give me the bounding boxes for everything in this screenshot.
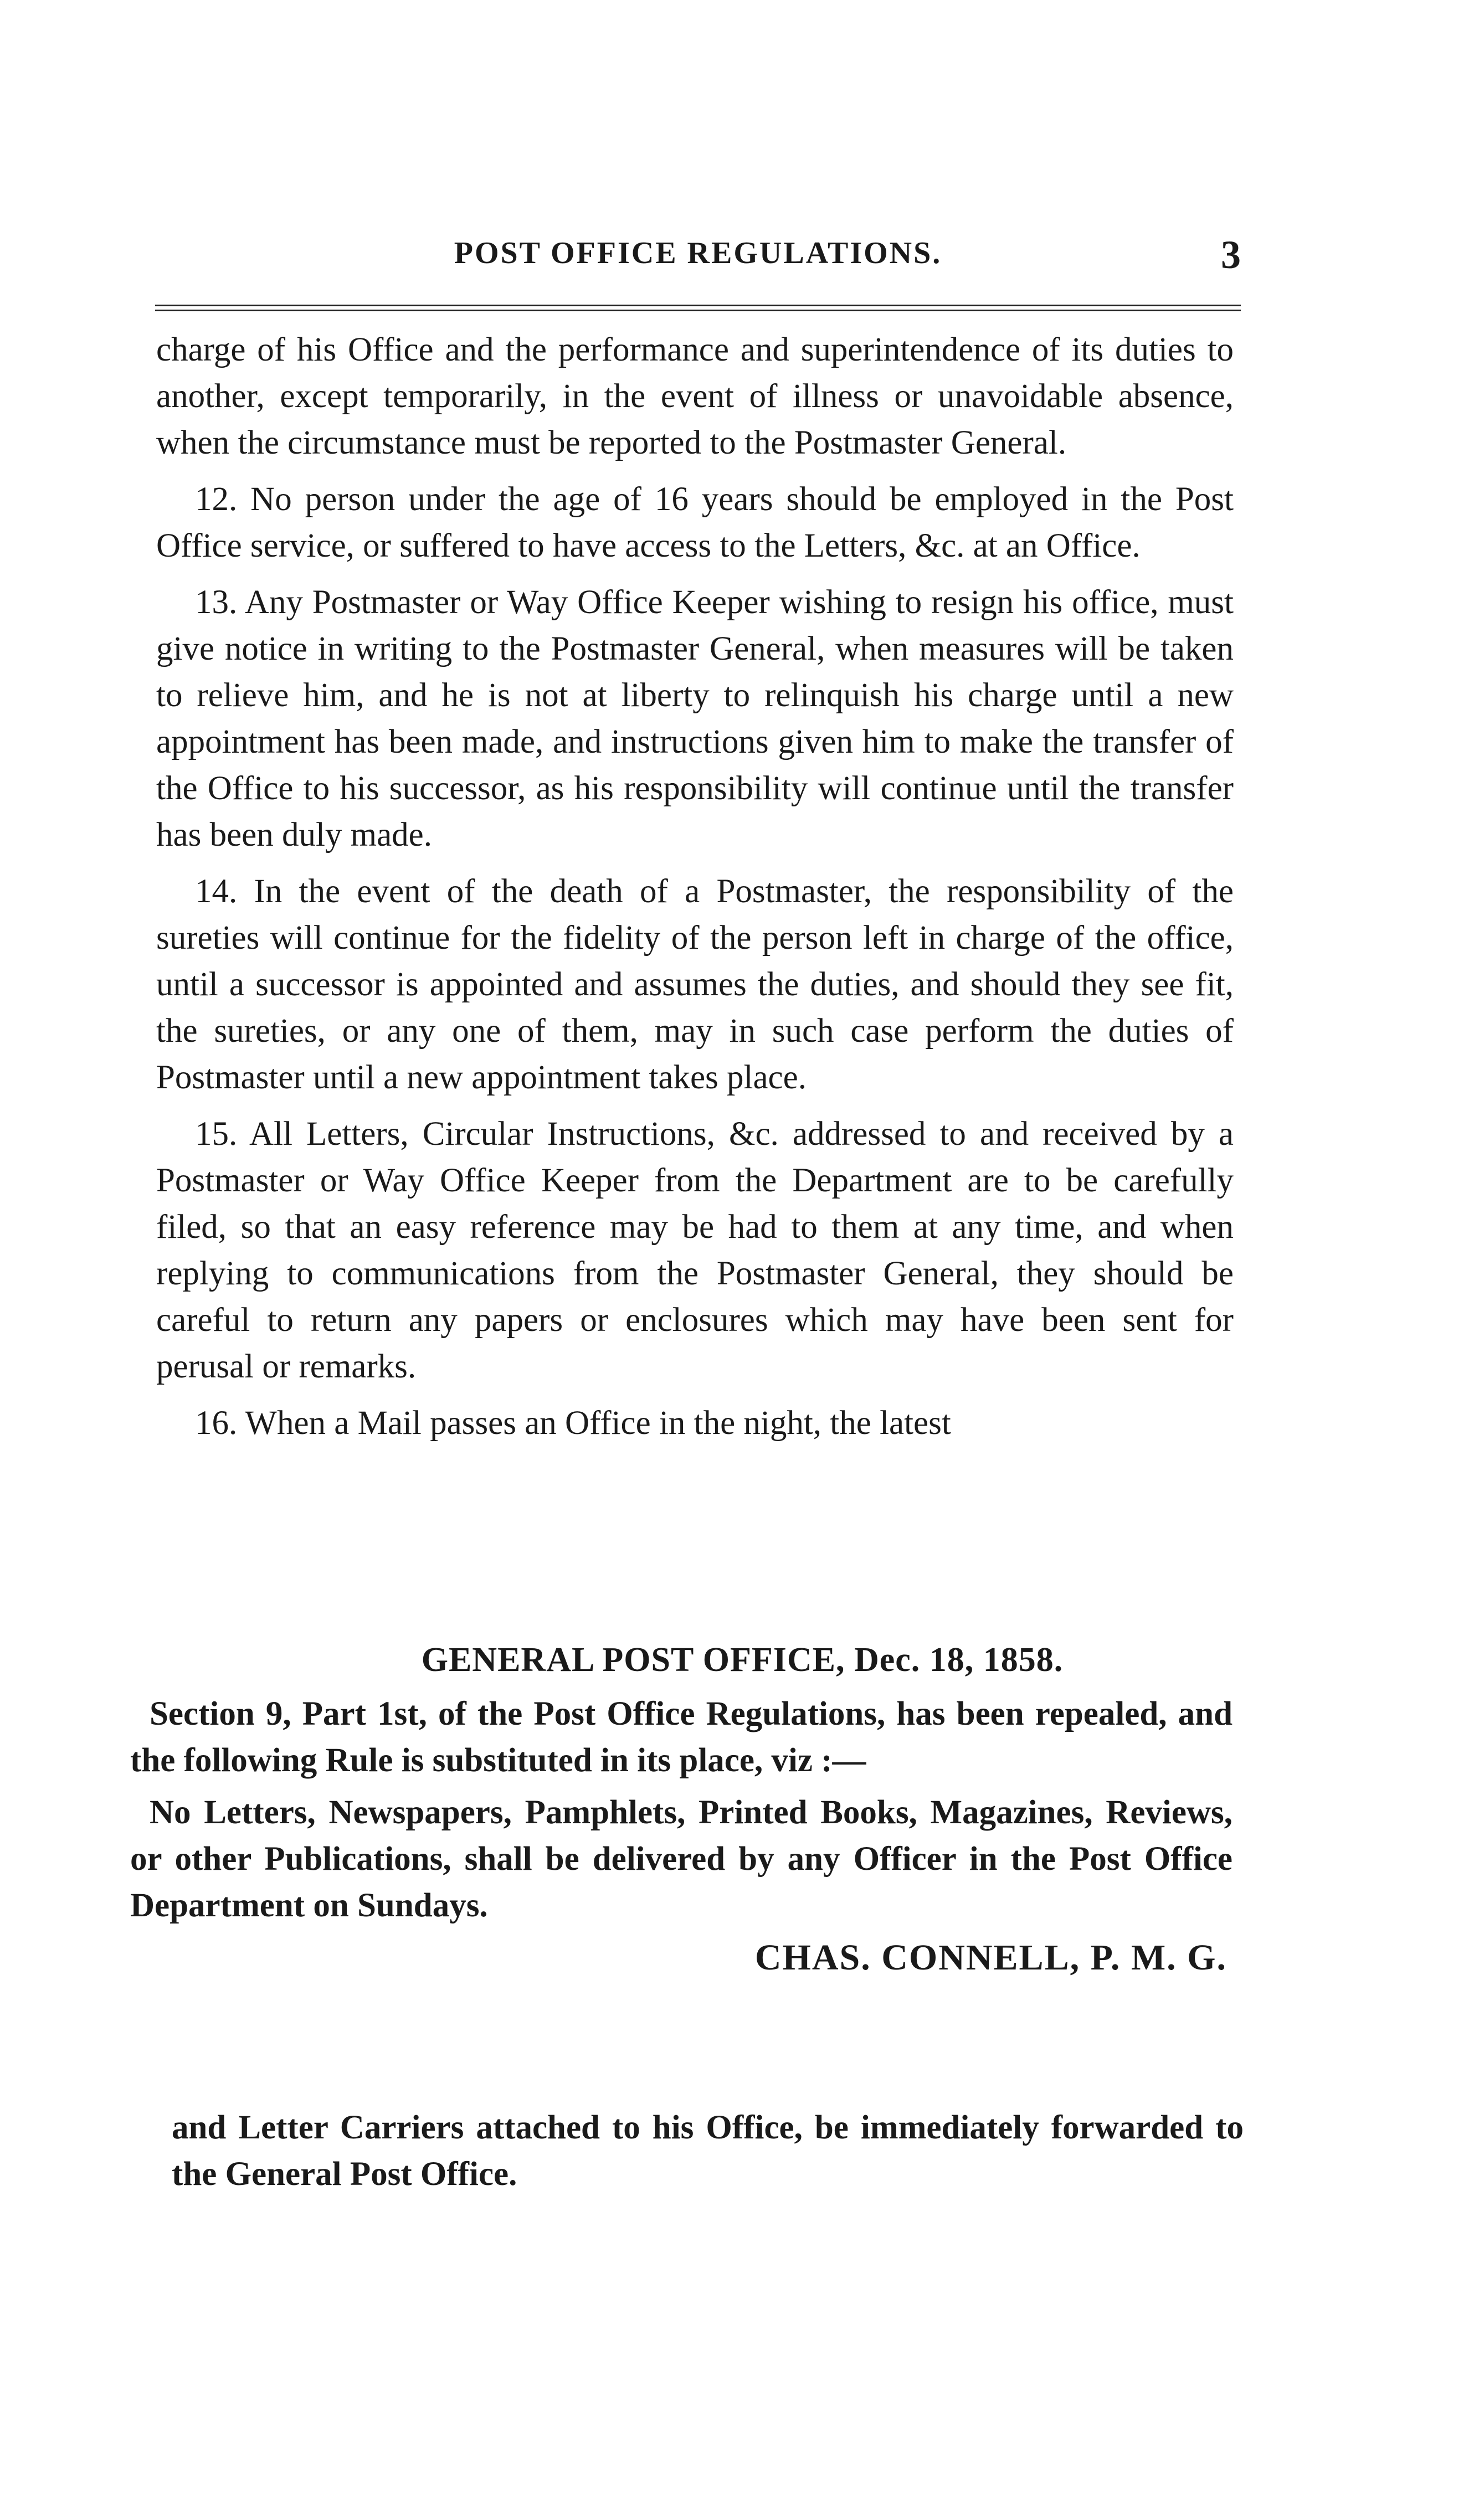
notice-heading: GENERAL POST OFFICE, Dec. 18, 1858. xyxy=(421,1641,1064,1679)
paragraph-16: 16. When a Mail passes an Office in the night, the latest xyxy=(195,1405,951,1442)
header-double-rule xyxy=(155,305,1241,311)
continuation-text: and Letter Carriers attached to his Office, be immediately forwarded to the General Post Office. xyxy=(172,2109,1244,2193)
page-header xyxy=(155,235,1241,280)
pasted-notice-slip xyxy=(130,1637,1232,1981)
paragraph-12: 12. No person under the age of 16 years should be employed in the Post Office service, or suffered to have access to the Letters, &c. at an Office. xyxy=(156,481,1234,564)
paragraph-14: 14. In the event of the death of a Postmaster, the responsibility of the sureties will continue for the fidelity of the person left in charge of the office, until a successor is appointed and assumes the duties, and should they see fit, the sureties, or any one of them, may in such case perform the duties of Postmaster until a new appointment takes place. xyxy=(156,873,1234,1096)
regulations-body xyxy=(156,327,1234,1457)
running-head: POST OFFICE REGULATIONS. xyxy=(454,236,942,270)
paragraph-13: 13. Any Postmaster or Way Office Keeper wishing to resign his office, must give notice in writing to the Postmaster General, when measures will be taken to relieve him, and he is not at liberty to relinquish his charge until a new appointment has been made, and instructions given him to make the transfer of the Office to his successor, as his responsibility will continue until the transfer has been duly made. xyxy=(156,584,1234,853)
page-number: 3 xyxy=(1221,233,1241,277)
notice-paragraph-repeal: Section 9, Part 1st, of the Post Office Regulations, has been repealed, and the following Rule is substituted in its place, viz :— xyxy=(130,1695,1232,1779)
notice-paragraph-sunday-rule: No Letters, Newspapers, Pamphlets, Printed Books, Magazines, Reviews, or other Publications, shall be delivered by any Officer in the Post Office Department on Sundays. xyxy=(130,1794,1232,1924)
paragraph-15: 15. All Letters, Circular Instructions, &c. addressed to and received by a Postmaster or Way Office Keeper from the Department are to be carefully filed, so that an easy reference may be had to them at any time, and when replying to communications from the Postmaster General, they should be careful to return any papers or enclosures which may have been sent for perusal or remarks. xyxy=(156,1115,1234,1385)
notice-signature: CHAS. CONNELL, P. M. G. xyxy=(754,1937,1227,1978)
paragraph-continuation: charge of his Office and the performance and superintendence of its duties to another, except temporarily, in the event of illness or unavoidable absence, when the circumstance must be reported to the Postmaster General. xyxy=(156,331,1234,461)
